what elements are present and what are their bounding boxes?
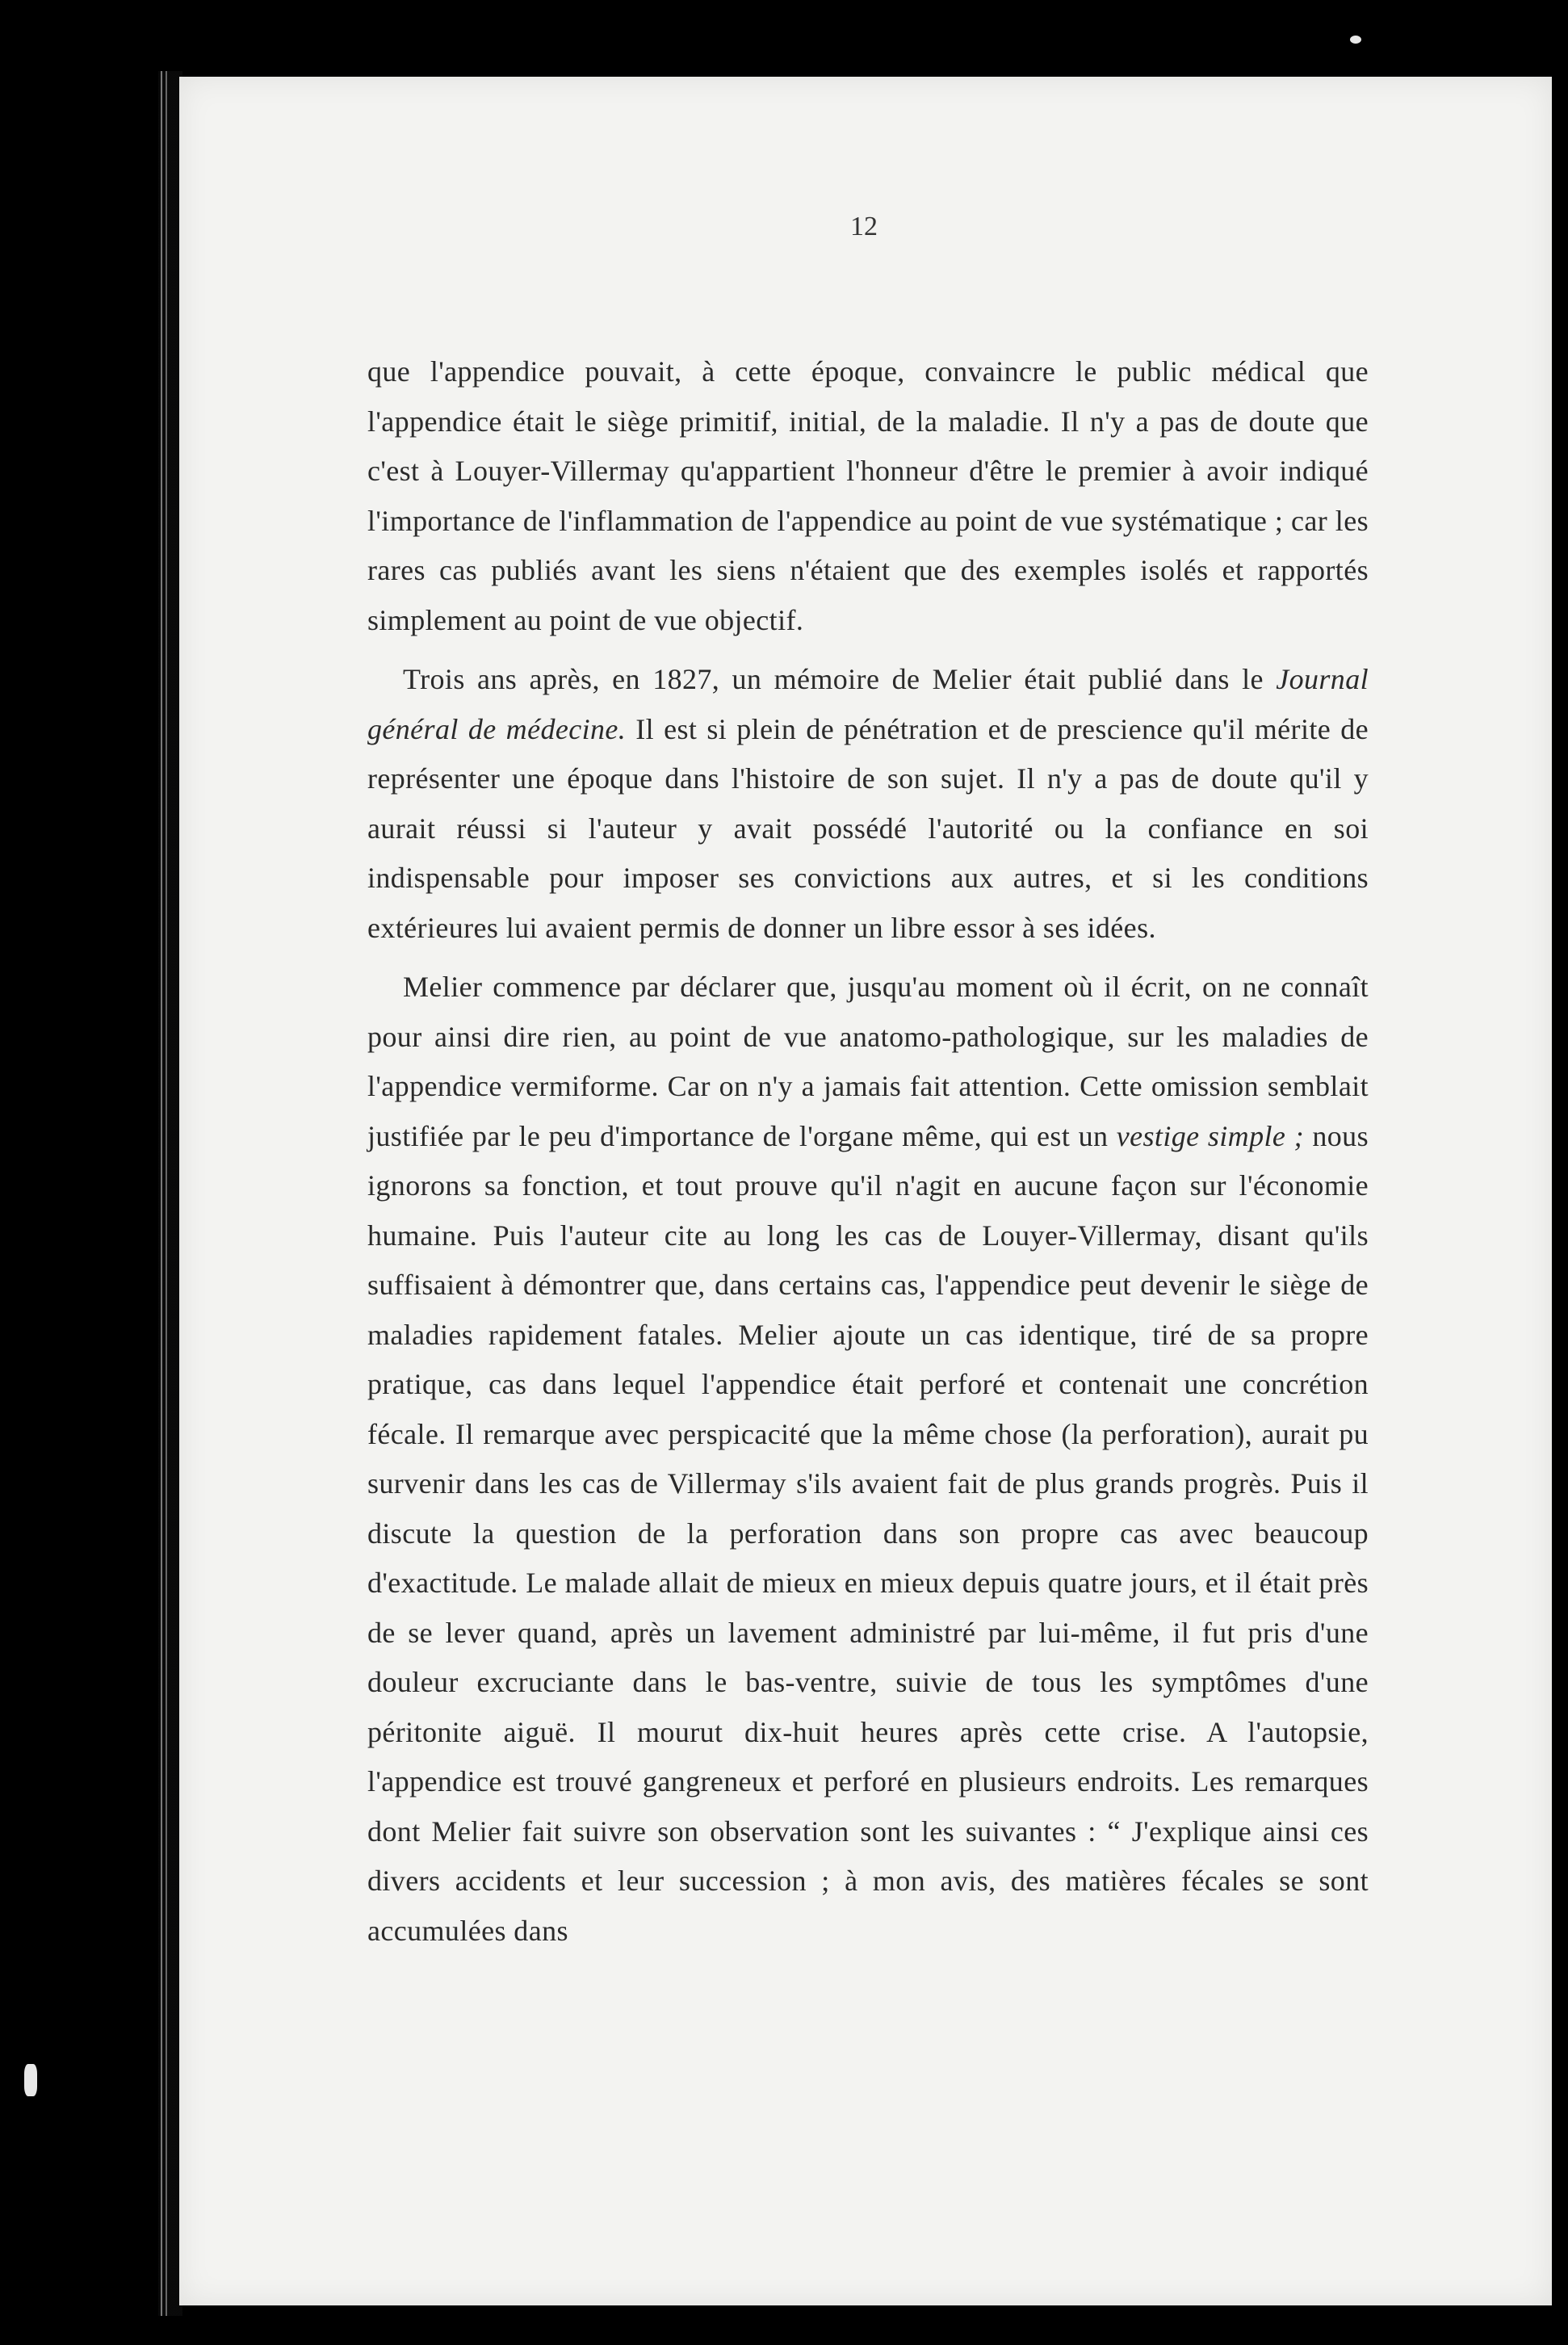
paragraph-2 (367, 655, 1369, 953)
paragraph-text: que l'appendice pouvait, à cette époque, convaincre le public médical que l'appendice était le siège primitif, initial, de la maladie. Il n'y a pas de doute que c'est à Louyer-Villermay qu'appartient l'honneur d'être le premier à avoir indiqué l'importance de l'inflammation de l'appendice au point de vue systématique ; car les rares cas publiés avant les siens n'étaient que des exemples isolés et rapportés simplement au point de vue objectif. (367, 355, 1369, 636)
page-number: 12 (850, 212, 878, 241)
dust-speck (1350, 36, 1361, 44)
paragraph-text: Il est si plein de pénétration et de prescience qu'il mérite de représenter une époque dans l'histoire de son sujet. Il n'y a pas de doute qu'il y aurait réussi si l'auteur y avait possédé l'autorité ou la confiance en soi indispensable pour imposer ses convictions aux autres, et si les conditions extérieures lui avaient permis de donner un libre essor à ses idées. (367, 712, 1369, 944)
dust-speck (24, 2064, 37, 2096)
paragraph-text: Melier commence par déclarer que, jusqu'au moment où il écrit, on ne connaît pour ainsi dire rien, au point de vue anatomo-pathologique, sur les maladies de l'appendice vermiforme. Car on n'y a jamais fait attention. Cette omission semblait justifiée par le peu d'importance de l'organe même, qui est un (367, 971, 1369, 1152)
paragraph-text: nous ignorons sa fonction, et tout prouve qu'il n'agit en aucune façon sur l'économie humaine. Puis l'auteur cite au long les cas de Louyer-Villermay, disant qu'ils suffisaient à démontrer que, dans certains cas, l'appendice peut devenir le siège de maladies rapidement fatales. Melier ajoute un cas identique, tiré de sa propre pratique, cas dans lequel l'appendice était perforé et contenait une concrétion fécale. Il remarque avec perspicacité que la même chose (la perforation), aurait pu survenir dans les cas de Villermay s'ils avaient fait de plus grands progrès. Puis il discute la question de la perforation dans son propre cas avec beaucoup d'exactitude. Le malade allait de mieux en mieux depuis quatre jours, et il était près de se lever quand, après un lavement administré par lui-même, il fut pris d'une douleur excruciante dans le bas-ventre, suivie de tous les symptômes d'une péritonite aiguë. Il mourut dix-huit heures après cette crise. A l'autopsie, l'appendice est trouvé gangreneux et perforé en plusieurs endroits. Les remarques dont Melier fait suivre son observation sont les suivantes : “ J'explique ainsi ces divers accidents et leur succession ; à mon avis, des matières fécales se sont accumulées dans (367, 1119, 1369, 1947)
journal-title: Journal général de médecine. (367, 663, 1369, 745)
italic-term: vestige simple ; (1116, 1119, 1305, 1152)
paragraph-3 (367, 963, 1369, 1956)
paragraph-text: Trois ans après, en 1827, un mémoire de Melier était publié dans le (403, 663, 1277, 695)
paragraph-1 (367, 347, 1369, 645)
body-text (367, 347, 1369, 1965)
